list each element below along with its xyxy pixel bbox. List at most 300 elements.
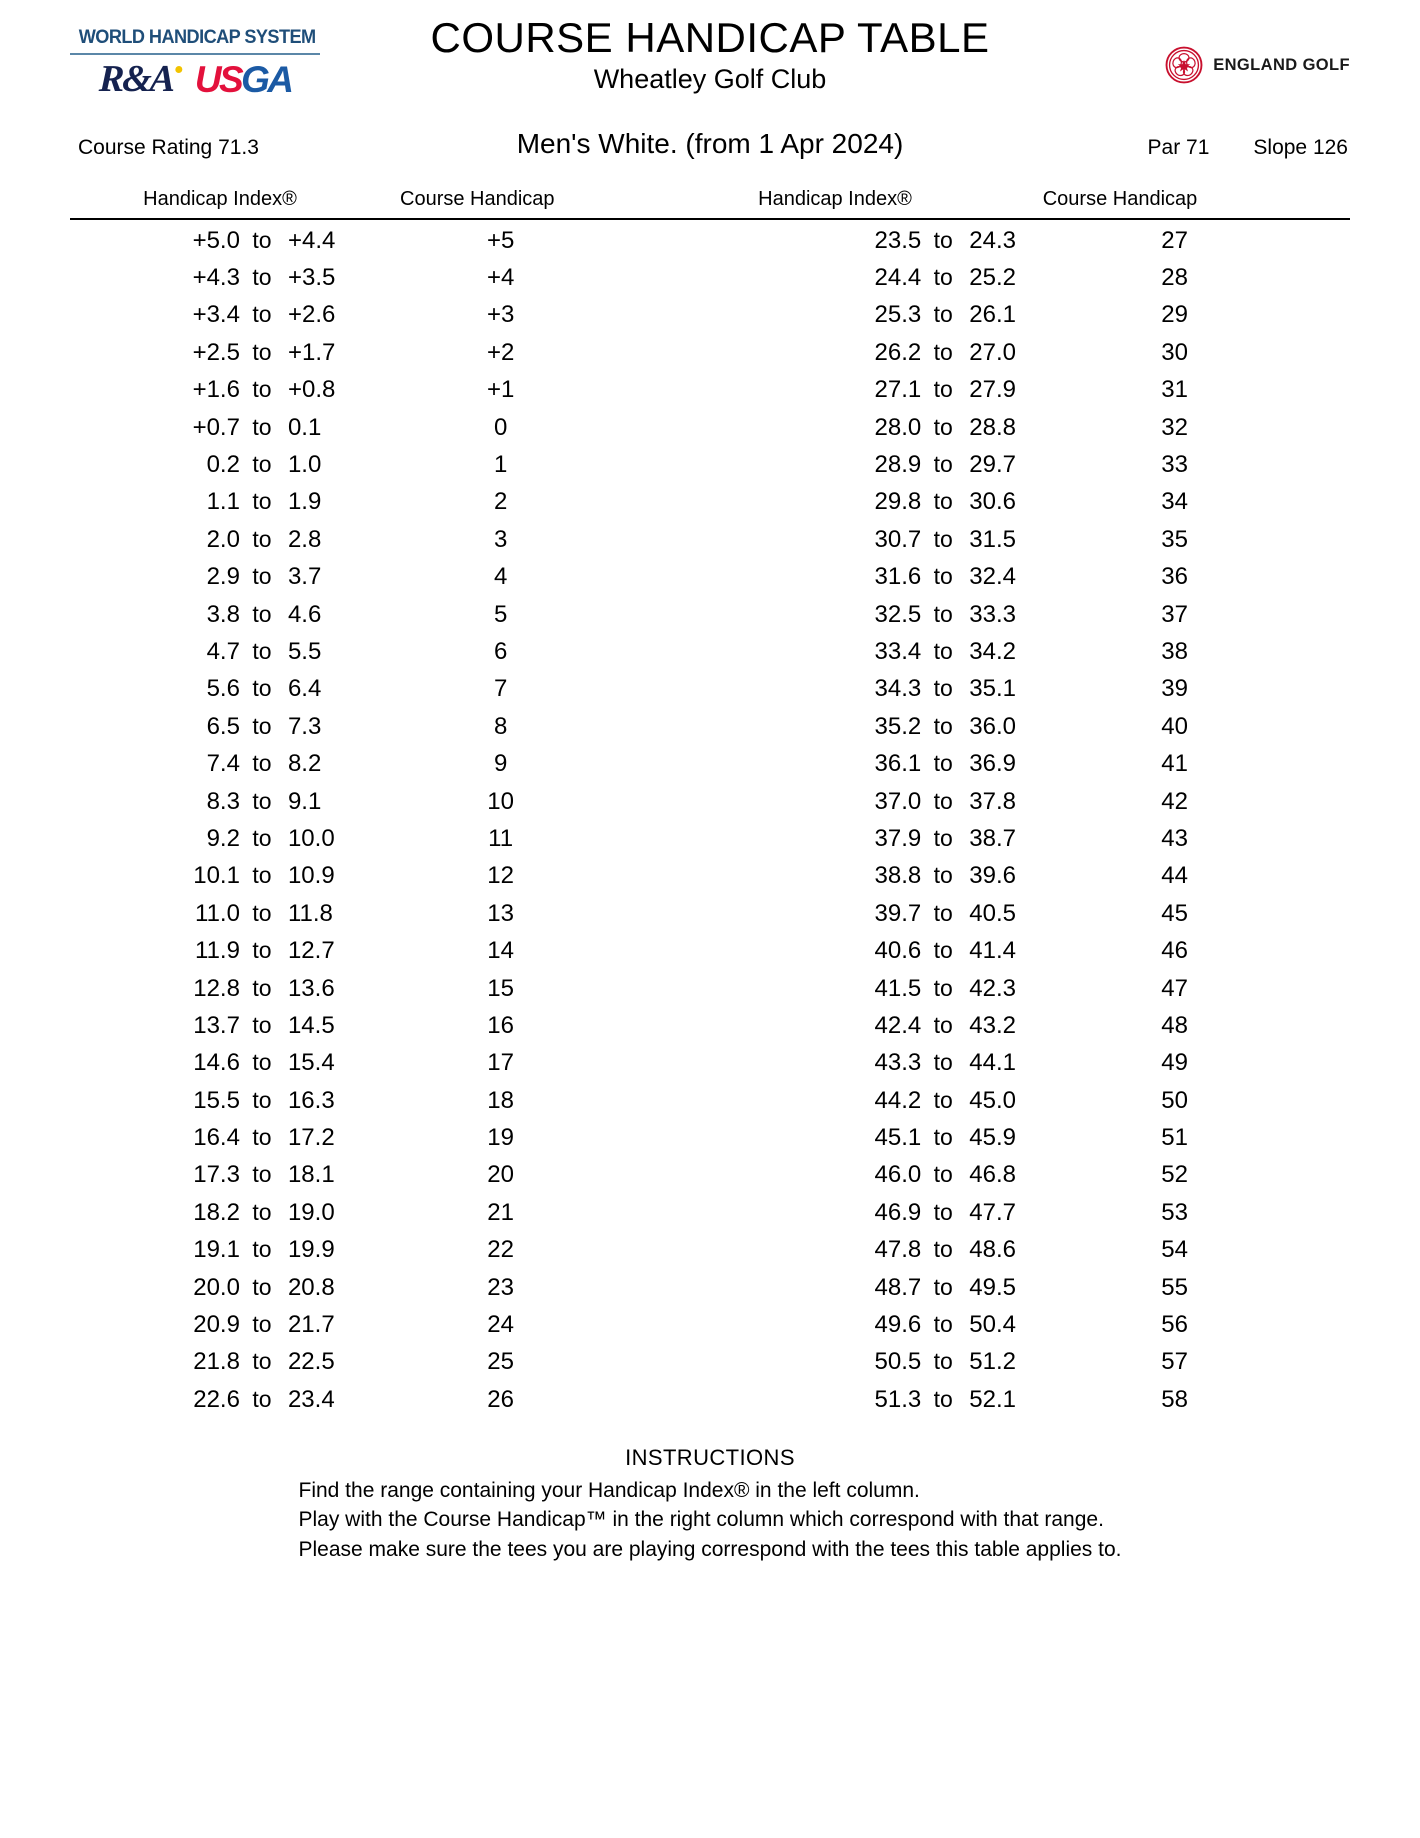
range-separator: to: [933, 712, 953, 739]
cell-course-handicap-left: +2: [486, 338, 515, 366]
table-row: [70, 222, 1350, 259]
instructions-lines: [299, 1476, 1122, 1565]
handicap-index-range-right: [847, 1386, 1043, 1414]
cell-course-handicap-left: 2: [493, 488, 508, 516]
cell-handicap-index-left: [70, 1274, 362, 1302]
range-low: 39.7: [874, 899, 922, 927]
cell-course-handicap-left: 18: [487, 1086, 514, 1114]
cell-handicap-index-left: [70, 1348, 362, 1376]
range-high: 29.7: [969, 451, 1016, 479]
range-low: 8.3: [206, 787, 240, 815]
range-low: 38.8: [874, 862, 922, 890]
range-separator: to: [252, 1198, 272, 1225]
range-high: 36.0: [969, 712, 1016, 740]
range-high: 41.4: [969, 937, 1016, 965]
range-separator: to: [933, 301, 953, 328]
tee-set-label: Men's White. (from 1 Apr 2024): [516, 128, 904, 159]
table-row: [70, 521, 1350, 558]
handicap-index-range-left: [166, 1311, 362, 1339]
range-high: 10.9: [287, 862, 335, 890]
range-separator: to: [933, 525, 953, 552]
handicap-index-range-left: [166, 563, 362, 591]
range-high: 30.6: [969, 488, 1016, 516]
range-high: 39.6: [969, 862, 1016, 890]
range-high: 12.7: [287, 937, 335, 965]
cell-handicap-index-right: [751, 1087, 1043, 1115]
cell-handicap-index-left: [70, 1012, 362, 1040]
title-block: [70, 16, 1350, 96]
range-high: 22.5: [287, 1348, 335, 1376]
cell-course-handicap-left: 19: [487, 1124, 514, 1152]
range-high: 44.1: [969, 1049, 1016, 1077]
range-high: 3.7: [287, 563, 322, 591]
cell-course-handicap-right: 42: [1161, 787, 1188, 815]
range-low: 32.5: [874, 600, 922, 628]
table-row: [70, 745, 1350, 782]
range-high: +3.5: [287, 264, 336, 292]
range-low: 22.6: [193, 1385, 240, 1413]
table-row: [70, 409, 1350, 446]
handicap-index-range-right: [847, 1348, 1043, 1376]
range-separator: to: [933, 637, 953, 664]
handicap-index-range-right: [847, 750, 1043, 778]
range-separator: to: [933, 1348, 953, 1375]
table-body: [70, 222, 1350, 1419]
handicap-index-range-left: [166, 1161, 362, 1189]
cell-course-handicap-right: 39: [1161, 675, 1188, 703]
column-header-course-handicap-right: Course Handicap: [1042, 188, 1198, 210]
range-low: 20.9: [193, 1311, 240, 1339]
range-separator: to: [933, 563, 953, 590]
table-row: [70, 297, 1350, 334]
cell-course-handicap-right: 58: [1161, 1385, 1188, 1413]
handicap-index-range-right: [847, 1049, 1043, 1077]
table-row: [70, 1082, 1350, 1119]
table-row: [70, 895, 1350, 932]
range-low: 7.4: [206, 750, 240, 778]
cell-handicap-index-left: [70, 1386, 362, 1414]
range-separator: to: [252, 899, 272, 926]
cell-course-handicap-right: 38: [1161, 637, 1188, 665]
cell-handicap-index-right: [751, 675, 1043, 703]
handicap-index-range-left: [166, 1049, 362, 1077]
slope-value: Slope 126: [1253, 136, 1348, 159]
range-low: 2.9: [206, 563, 240, 591]
range-high: +0.8: [287, 376, 336, 404]
course-rating: Course Rating 71.3: [78, 136, 259, 159]
cell-handicap-index-right: [751, 526, 1043, 554]
range-separator: to: [933, 1161, 953, 1188]
cell-course-handicap-right: 44: [1161, 862, 1188, 890]
cell-handicap-index-left: [70, 451, 362, 479]
range-separator: to: [933, 488, 953, 515]
range-separator: to: [252, 712, 272, 739]
cell-handicap-index-left: [70, 1236, 362, 1264]
club-name: Wheatley Golf Club: [593, 63, 827, 94]
range-separator: to: [933, 338, 953, 365]
cell-handicap-index-left: [70, 713, 362, 741]
cell-handicap-index-left: [70, 1161, 362, 1189]
instructions-title: INSTRUCTIONS: [625, 1444, 795, 1470]
cell-course-handicap-right: 27: [1161, 226, 1188, 254]
cell-handicap-index-left: [70, 414, 362, 442]
range-separator: to: [252, 675, 272, 702]
range-separator: to: [933, 1236, 953, 1263]
handicap-index-range-left: [166, 227, 362, 255]
range-low: 27.1: [874, 376, 922, 404]
range-high: 31.5: [969, 525, 1016, 553]
course-info-row: [70, 128, 1350, 180]
cell-course-handicap-left: 9: [493, 750, 508, 778]
range-high: 49.5: [969, 1273, 1016, 1301]
cell-course-handicap-right: 49: [1161, 1049, 1188, 1077]
cell-handicap-index-left: [70, 301, 362, 329]
cell-handicap-index-right: [751, 264, 1043, 292]
range-low: 14.6: [193, 1049, 240, 1077]
cell-course-handicap-left: 14: [487, 937, 514, 965]
cell-course-handicap-left: 5: [493, 600, 508, 628]
range-separator: to: [252, 338, 272, 365]
cell-handicap-index-right: [751, 1049, 1043, 1077]
england-golf-label: ENGLAND GOLF: [1213, 55, 1350, 74]
table-row: [70, 970, 1350, 1007]
table-row: [70, 1269, 1350, 1306]
table-row: [70, 1119, 1350, 1156]
table-row: [70, 484, 1350, 521]
range-low: 28.0: [874, 413, 922, 441]
range-low: 13.7: [193, 1011, 240, 1039]
range-low: 37.0: [874, 787, 922, 815]
cell-course-handicap-right: 51: [1161, 1124, 1188, 1152]
handicap-index-range-left: [166, 1199, 362, 1227]
cell-course-handicap-right: 46: [1161, 937, 1188, 965]
cell-handicap-index-right: [751, 1311, 1043, 1339]
handicap-index-range-right: [847, 1124, 1043, 1152]
range-low: 4.7: [206, 637, 240, 665]
cell-handicap-index-right: [751, 1199, 1043, 1227]
table-row: [70, 783, 1350, 820]
cell-handicap-index-left: [70, 1199, 362, 1227]
range-high: 23.4: [287, 1385, 335, 1413]
cell-handicap-index-left: [70, 975, 362, 1003]
handicap-index-range-left: [166, 788, 362, 816]
range-high: 7.3: [287, 712, 322, 740]
range-separator: to: [933, 675, 953, 702]
range-high: 25.2: [969, 264, 1016, 292]
cell-handicap-index-right: [751, 227, 1043, 255]
range-high: 40.5: [969, 899, 1016, 927]
handicap-index-range-left: [166, 1124, 362, 1152]
cell-course-handicap-right: 48: [1161, 1011, 1188, 1039]
handicap-index-range-right: [847, 526, 1043, 554]
range-separator: to: [252, 1311, 272, 1338]
range-high: 45.9: [969, 1124, 1016, 1152]
range-separator: to: [252, 974, 272, 1001]
range-high: 13.6: [287, 974, 335, 1002]
cell-course-handicap-left: 0: [493, 413, 508, 441]
handicap-index-range-right: [847, 862, 1043, 890]
handicap-index-range-left: [166, 825, 362, 853]
cell-handicap-index-right: [751, 638, 1043, 666]
range-separator: to: [933, 1198, 953, 1225]
range-high: 5.5: [287, 637, 322, 665]
cell-handicap-index-right: [751, 376, 1043, 404]
range-low: 46.0: [874, 1161, 922, 1189]
cell-handicap-index-right: [751, 975, 1043, 1003]
cell-handicap-index-right: [751, 788, 1043, 816]
range-separator: to: [252, 937, 272, 964]
range-separator: to: [252, 1124, 272, 1151]
range-separator: to: [933, 750, 953, 777]
range-separator: to: [252, 264, 272, 291]
cell-handicap-index-right: [751, 1012, 1043, 1040]
cell-handicap-index-left: [70, 1124, 362, 1152]
handicap-index-range-right: [847, 713, 1043, 741]
range-separator: to: [933, 937, 953, 964]
cell-handicap-index-left: [70, 488, 362, 516]
cell-course-handicap-right: 36: [1161, 563, 1188, 591]
cell-course-handicap-left: +5: [486, 226, 515, 254]
range-high: +4.4: [287, 226, 336, 254]
cell-course-handicap-left: +4: [486, 264, 515, 292]
cell-handicap-index-right: [751, 301, 1043, 329]
cell-handicap-index-left: [70, 376, 362, 404]
range-separator: to: [252, 1236, 272, 1263]
cell-handicap-index-right: [751, 1161, 1043, 1189]
table-row: [70, 1232, 1350, 1269]
cell-course-handicap-left: 1: [493, 451, 508, 479]
cell-course-handicap-right: 34: [1161, 488, 1188, 516]
range-low: 44.2: [874, 1086, 922, 1114]
handicap-index-range-right: [847, 1199, 1043, 1227]
cell-course-handicap-right: 43: [1161, 824, 1188, 852]
cell-handicap-index-right: [751, 339, 1043, 367]
range-separator: to: [933, 376, 953, 403]
cell-course-handicap-left: +3: [486, 301, 515, 329]
range-high: 1.9: [287, 488, 322, 516]
range-high: 27.0: [969, 338, 1016, 366]
cell-handicap-index-left: [70, 750, 362, 778]
range-separator: to: [933, 824, 953, 851]
handicap-index-range-left: [166, 937, 362, 965]
instructions-block: [70, 1445, 1350, 1565]
handicap-index-range-right: [847, 1012, 1043, 1040]
range-separator: to: [252, 413, 272, 440]
table-row: [70, 932, 1350, 969]
range-low: 15.5: [193, 1086, 240, 1114]
range-low: 51.3: [874, 1385, 922, 1413]
table-row: [70, 259, 1350, 296]
cell-handicap-index-left: [70, 825, 362, 853]
range-low: 35.2: [874, 712, 922, 740]
handicap-index-range-left: [166, 1012, 362, 1040]
range-low: 29.8: [874, 488, 922, 516]
handicap-index-range-right: [847, 451, 1043, 479]
instructions-line-2: Play with the Course Handicap™ in the right column which correspond with that range.: [298, 1508, 1104, 1532]
range-high: 32.4: [969, 563, 1016, 591]
range-high: 38.7: [969, 824, 1016, 852]
range-high: 45.0: [969, 1086, 1016, 1114]
cell-course-handicap-right: 37: [1161, 600, 1188, 628]
table-row: [70, 372, 1350, 409]
range-low: 23.5: [874, 226, 922, 254]
cell-course-handicap-left: 15: [487, 974, 514, 1002]
cell-course-handicap-left: 8: [493, 712, 508, 740]
handicap-index-range-right: [847, 414, 1043, 442]
cell-handicap-index-right: [751, 1274, 1043, 1302]
handicap-index-range-right: [847, 339, 1043, 367]
column-header-handicap-index-left: Handicap Index®: [143, 188, 297, 210]
range-low: 28.9: [874, 451, 922, 479]
range-separator: to: [252, 1348, 272, 1375]
cell-course-handicap-right: 54: [1161, 1236, 1188, 1264]
range-low: 43.3: [874, 1049, 922, 1077]
cell-course-handicap-left: 11: [488, 824, 514, 852]
range-separator: to: [933, 899, 953, 926]
handicap-index-range-left: [166, 862, 362, 890]
range-high: 8.2: [287, 750, 322, 778]
range-high: 19.0: [287, 1198, 335, 1226]
cell-handicap-index-left: [70, 1049, 362, 1077]
range-separator: to: [933, 226, 953, 253]
range-low: 2.0: [206, 525, 240, 553]
range-high: 14.5: [287, 1011, 335, 1039]
range-separator: to: [252, 787, 272, 814]
handicap-index-range-left: [166, 414, 362, 442]
range-high: 36.9: [969, 750, 1016, 778]
cell-handicap-index-left: [70, 638, 362, 666]
england-golf-logo: [1165, 46, 1350, 84]
range-low: +1.6: [192, 376, 240, 404]
cell-handicap-index-left: [70, 1087, 362, 1115]
instructions-line-3: Please make sure the tees you are playing correspond with the tees this table applies to.: [298, 1538, 1122, 1562]
cell-handicap-index-left: [70, 264, 362, 292]
handicap-index-range-right: [847, 1311, 1043, 1339]
table-row: [70, 596, 1350, 633]
range-high: 43.2: [969, 1011, 1016, 1039]
cell-course-handicap-left: 21: [487, 1198, 514, 1226]
range-high: 46.8: [969, 1161, 1016, 1189]
range-high: 4.6: [287, 600, 322, 628]
cell-handicap-index-right: [751, 825, 1043, 853]
cell-handicap-index-left: [70, 227, 362, 255]
cell-course-handicap-left: 7: [493, 675, 508, 703]
cell-course-handicap-left: 24: [487, 1311, 514, 1339]
range-high: 27.9: [969, 376, 1016, 404]
cell-handicap-index-right: [751, 750, 1043, 778]
range-low: 24.4: [874, 264, 922, 292]
handicap-index-range-left: [166, 301, 362, 329]
cell-course-handicap-right: 32: [1161, 413, 1188, 441]
whs-logo-title: WORLD HANDICAP SYSTEM: [78, 26, 316, 48]
range-high: 34.2: [969, 637, 1016, 665]
cell-course-handicap-left: 23: [487, 1273, 514, 1301]
table-row: [70, 334, 1350, 371]
range-high: 19.9: [287, 1236, 335, 1264]
handicap-index-range-right: [847, 975, 1043, 1003]
range-separator: to: [933, 787, 953, 814]
range-low: 42.4: [874, 1011, 922, 1039]
cell-course-handicap-left: 25: [487, 1348, 514, 1376]
handicap-index-range-right: [847, 675, 1043, 703]
range-separator: to: [252, 1086, 272, 1113]
range-low: 17.3: [193, 1161, 240, 1189]
cell-handicap-index-right: [751, 1386, 1043, 1414]
range-separator: to: [933, 1124, 953, 1151]
usga-logo-ga-text: GA: [241, 58, 292, 100]
range-separator: to: [252, 376, 272, 403]
handicap-index-range-right: [847, 788, 1043, 816]
handicap-index-range-right: [847, 563, 1043, 591]
range-separator: to: [252, 563, 272, 590]
range-high: 33.3: [969, 600, 1016, 628]
cell-course-handicap-right: 28: [1161, 264, 1188, 292]
table-row: [70, 1306, 1350, 1343]
handicap-index-range-left: [166, 975, 362, 1003]
cell-handicap-index-right: [751, 601, 1043, 629]
handicap-index-range-right: [847, 900, 1043, 928]
range-separator: to: [252, 451, 272, 478]
handicap-index-range-left: [166, 488, 362, 516]
range-separator: to: [933, 862, 953, 889]
range-high: 47.7: [969, 1198, 1016, 1226]
range-separator: to: [933, 264, 953, 291]
handicap-index-range-left: [166, 900, 362, 928]
table-row: [70, 1381, 1350, 1418]
cell-course-handicap-left: +1: [486, 376, 515, 404]
table-row: [70, 858, 1350, 895]
cell-handicap-index-right: [751, 1348, 1043, 1376]
cell-course-handicap-right: 53: [1161, 1198, 1188, 1226]
range-low: 21.8: [193, 1348, 240, 1376]
cell-course-handicap-left: 12: [487, 862, 514, 890]
cell-course-handicap-right: 40: [1161, 712, 1188, 740]
cell-course-handicap-left: 4: [493, 563, 508, 591]
range-low: +0.7: [192, 413, 240, 441]
table-row: [70, 1194, 1350, 1231]
handicap-index-range-right: [847, 227, 1043, 255]
cell-course-handicap-right: 50: [1161, 1086, 1188, 1114]
cell-handicap-index-left: [70, 563, 362, 591]
instructions-line-1: Find the range containing your Handicap Index® in the left column.: [298, 1478, 920, 1502]
cell-course-handicap-right: 47: [1161, 974, 1188, 1002]
cell-course-handicap-right: 33: [1161, 451, 1188, 479]
cell-course-handicap-left: 3: [493, 525, 508, 553]
range-high: 9.1: [287, 787, 322, 815]
cell-course-handicap-right: 45: [1161, 899, 1188, 927]
par-slope-group: [1148, 136, 1348, 160]
range-low: 20.0: [193, 1273, 240, 1301]
table-column-headers: [70, 188, 1350, 218]
handicap-index-range-right: [847, 825, 1043, 853]
range-low: 16.4: [193, 1124, 240, 1152]
cell-handicap-index-right: [751, 713, 1043, 741]
cell-course-handicap-left: 16: [487, 1011, 514, 1039]
range-separator: to: [933, 413, 953, 440]
range-low: +3.4: [192, 301, 240, 329]
cell-course-handicap-left: 22: [487, 1236, 514, 1264]
handicap-index-range-left: [166, 1386, 362, 1414]
range-separator: to: [252, 525, 272, 552]
page-title: COURSE HANDICAP TABLE: [430, 14, 990, 61]
usga-logo-us-text: US: [194, 58, 242, 100]
handicap-index-range-left: [166, 675, 362, 703]
cell-course-handicap-right: 35: [1161, 525, 1188, 553]
handicap-index-range-right: [847, 488, 1043, 516]
cell-handicap-index-right: [751, 1236, 1043, 1264]
handicap-index-range-right: [847, 1236, 1043, 1264]
range-low: 37.9: [874, 824, 922, 852]
